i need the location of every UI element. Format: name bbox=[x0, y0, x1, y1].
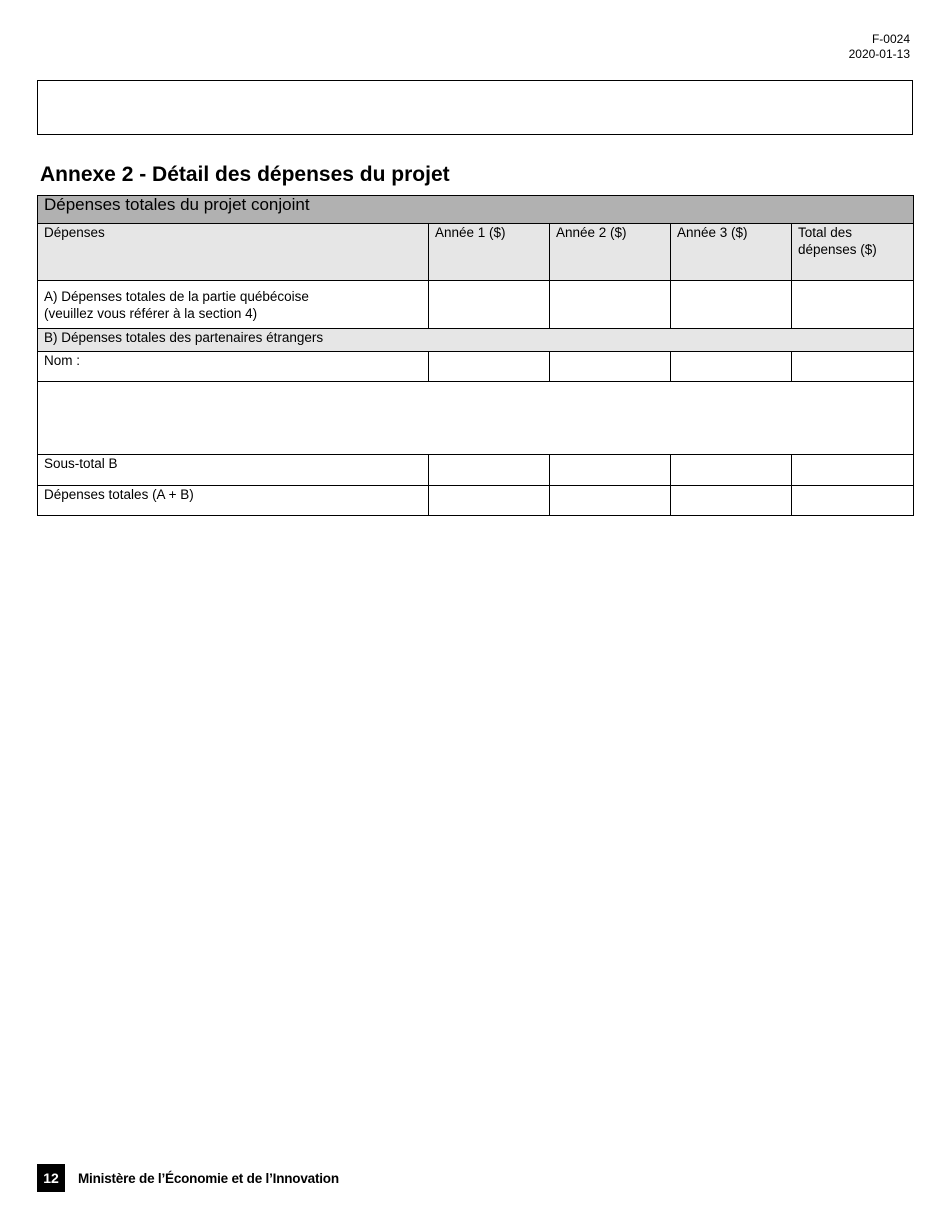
total-year-2-cell[interactable] bbox=[550, 486, 671, 516]
column-header-year-2: Année 2 ($) bbox=[550, 224, 671, 281]
table-title-row bbox=[38, 196, 914, 224]
row-label-subtotal: Sous-total B bbox=[38, 455, 429, 486]
subtotal-year-3-cell[interactable] bbox=[671, 455, 792, 486]
table-row-blank bbox=[38, 382, 914, 455]
column-header-expenses: Dépenses bbox=[38, 224, 429, 281]
row-label-total: Dépenses totales (A + B) bbox=[38, 486, 429, 516]
partner-year-1-cell[interactable] bbox=[429, 352, 550, 382]
form-date: 2020-01-13 bbox=[848, 47, 910, 61]
subtotal-total-cell[interactable] bbox=[792, 455, 914, 486]
page-footer bbox=[37, 1164, 339, 1192]
form-code bbox=[849, 32, 910, 62]
section-title: Annexe 2 - Détail des dépenses du projet bbox=[40, 163, 450, 186]
row-label-foreign: B) Dépenses totales des partenaires étrangers bbox=[38, 329, 914, 352]
table-row-foreign-partners bbox=[38, 329, 914, 352]
column-header-year-3: Année 3 ($) bbox=[671, 224, 792, 281]
table-header-row bbox=[38, 224, 914, 281]
total-year-1-cell[interactable] bbox=[429, 486, 550, 516]
top-input-box[interactable] bbox=[37, 80, 913, 135]
form-number: F-0024 bbox=[871, 32, 910, 46]
quebec-year-2-cell[interactable] bbox=[550, 281, 671, 329]
row-label-quebec bbox=[38, 281, 429, 329]
blank-area bbox=[38, 382, 914, 455]
table-row-quebec-expenses bbox=[38, 281, 914, 329]
page-number: 12 bbox=[37, 1164, 65, 1192]
column-header-year-1: Année 1 ($) bbox=[429, 224, 550, 281]
total-total-cell[interactable] bbox=[792, 486, 914, 516]
ministry-name: Ministère de l’Économie et de l’Innovation bbox=[78, 1170, 339, 1186]
row-label-quebec-line1: A) Dépenses totales de la partie québécoise bbox=[44, 288, 309, 304]
table-row-subtotal-b bbox=[38, 455, 914, 486]
partner-total-cell[interactable] bbox=[792, 352, 914, 382]
partner-year-2-cell[interactable] bbox=[550, 352, 671, 382]
row-label-quebec-line2: (veuillez vous référer à la section 4) bbox=[44, 305, 258, 321]
total-year-3-cell[interactable] bbox=[671, 486, 792, 516]
partner-year-3-cell[interactable] bbox=[671, 352, 792, 382]
quebec-total-cell[interactable] bbox=[792, 281, 914, 329]
subtotal-year-2-cell[interactable] bbox=[550, 455, 671, 486]
table-row-total bbox=[38, 486, 914, 516]
partner-name-field[interactable]: Nom : bbox=[38, 352, 429, 382]
expenses-table bbox=[37, 195, 914, 516]
table-row-partner-name bbox=[38, 352, 914, 382]
table-title: Dépenses totales du projet conjoint bbox=[38, 196, 914, 224]
column-header-total: Total des dépenses ($) bbox=[792, 224, 914, 281]
subtotal-year-1-cell[interactable] bbox=[429, 455, 550, 486]
quebec-year-3-cell[interactable] bbox=[671, 281, 792, 329]
quebec-year-1-cell[interactable] bbox=[429, 281, 550, 329]
